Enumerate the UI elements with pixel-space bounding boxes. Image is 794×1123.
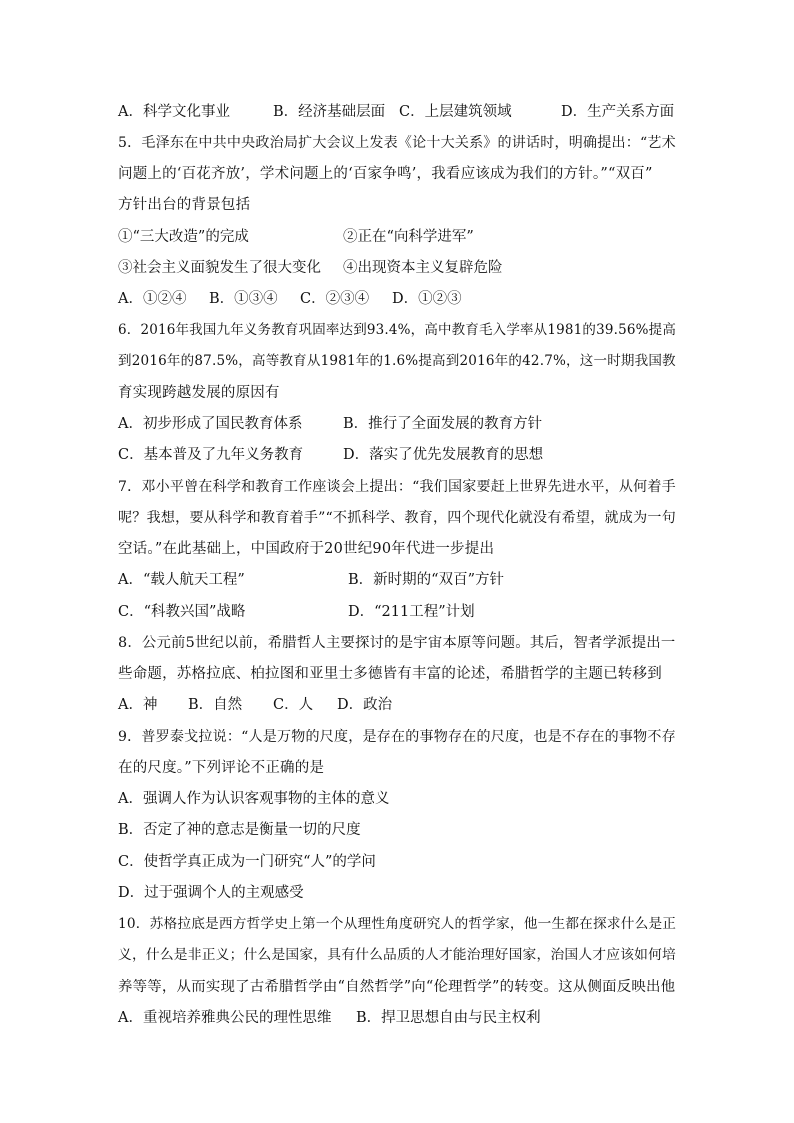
q7-stem-line-2: 呢？我想，要从科学和教育着手”“不抓科学、教育，四个现代化就没有希望，就成为一句 <box>118 510 676 526</box>
q8-stem-line-1: 8．公元前5世纪以前，希腊哲人主要探讨的是宇宙本原等问题。其后，智者学派提出一 <box>118 635 676 651</box>
q5-item-2: ②正在“向科学进军” <box>343 229 474 245</box>
q6-stem-line-2: 到2016年的87.5%，高等教育从1981年的1.6%提高到2016年的42.7%，这一时期我国教 <box>118 353 676 369</box>
q5-stem-line-2: 问题上的‘百花齐放’，学术问题上的‘百家争鸣’，我看应该成为我们的方针。”“双百” <box>118 166 653 182</box>
q5-stem-line-3: 方针出台的背景包括 <box>118 197 251 213</box>
q5-option-c: C．②③④ <box>300 291 370 307</box>
q10-stem-line-2: 义，什么是非正义；什么是国家，具有什么品质的人才能治理好国家，治国人才应该如何培 <box>118 947 677 963</box>
q7-stem-line-1: 7．邓小平曾在科学和教育工作座谈会上提出：“我们国家要赶上世界先进水平，从何着手 <box>118 479 676 495</box>
q6-option-b: B．推行了全面发展的教育方针 <box>343 416 543 432</box>
q5-option-a: A．①②④ <box>118 291 187 307</box>
q9-option-b: B．否定了神的意志是衡量一切的尺度 <box>118 822 361 838</box>
q7-option-c: C．“科教兴国”战略 <box>118 604 246 620</box>
q5-stem-line-1: 5．毛泽东在中共中央政治局扩大会议上发表《论十大关系》的讲话时，明确提出：“艺术 <box>118 135 676 151</box>
q6-option-d: D．落实了优先发展教育的思想 <box>343 447 544 463</box>
q9-option-a: A．强调人作为认识客观事物的主体的意义 <box>118 791 390 807</box>
q5-option-d: D．①②③ <box>392 291 462 307</box>
q7-option-b: B．新时期的“双百”方针 <box>348 572 504 588</box>
q6-option-a: A．初步形成了国民教育体系 <box>118 416 303 432</box>
q4-option-a: A．科学文化事业 <box>118 104 230 120</box>
q5-item-3: ③社会主义面貌发生了很大变化 <box>118 260 321 276</box>
q7-stem-line-3: 空话。”在此基础上，中国政府于20世纪90年代进一步提出 <box>118 541 495 557</box>
q4-option-c: C．上层建筑领域 <box>399 104 512 120</box>
q8-stem-line-2: 些命题，苏格拉底、柏拉图和亚里士多德皆有丰富的论述，希腊哲学的主题已转移到 <box>118 666 662 682</box>
q4-option-d: D．生产关系方面 <box>561 104 675 120</box>
q7-option-d: D．“211工程”计划 <box>348 604 475 620</box>
q5-item-4: ④出现资本主义复辟危险 <box>343 260 503 276</box>
q10-stem-line-1: 10．苏格拉底是西方哲学史上第一个从理性角度研究人的哲学家，他一生都在探求什么是正 <box>118 916 677 932</box>
q6-stem-line-3: 育实现跨越发展的原因有 <box>118 385 280 401</box>
q10-option-a: A．重视培养雅典公民的理性思维 <box>118 1010 332 1026</box>
q6-option-c: C．基本普及了九年义务教育 <box>118 447 304 463</box>
q4-option-b: B．经济基础层面 <box>273 104 386 120</box>
q10-option-b: B．捍卫思想自由与民主权利 <box>356 1010 541 1026</box>
q8-option-c: C．人 <box>273 697 314 713</box>
q9-option-c: C．使哲学真正成为一门研究“人”的学问 <box>118 854 376 870</box>
q9-stem-line-1: 9．普罗泰戈拉说：“人是万物的尺度，是存在的事物存在的尺度，也是不存在的事物不存 <box>118 729 676 745</box>
q8-option-a: A．神 <box>118 697 158 713</box>
q6-stem-line-1: 6．2016年我国九年义务教育巩固率达到93.4%，高中教育毛入学率从1981的39.56%提高 <box>118 322 676 338</box>
q5-item-1: ①“三大改造”的完成 <box>118 229 249 245</box>
q8-option-b: B．自然 <box>188 697 243 713</box>
q10-stem-line-3: 养等等，从而实现了古希腊哲学由“自然哲学”向“伦理哲学”的转变。这从侧面反映出他 <box>118 979 676 995</box>
q5-option-b: B．①③④ <box>209 291 278 307</box>
q7-option-a: A．“载人航天工程” <box>118 572 245 588</box>
q9-stem-line-2: 在的尺度。”下列评论不正确的是 <box>118 760 325 776</box>
q9-option-d: D．过于强调个人的主观感受 <box>118 885 304 901</box>
q8-option-d: D．政治 <box>337 697 393 713</box>
